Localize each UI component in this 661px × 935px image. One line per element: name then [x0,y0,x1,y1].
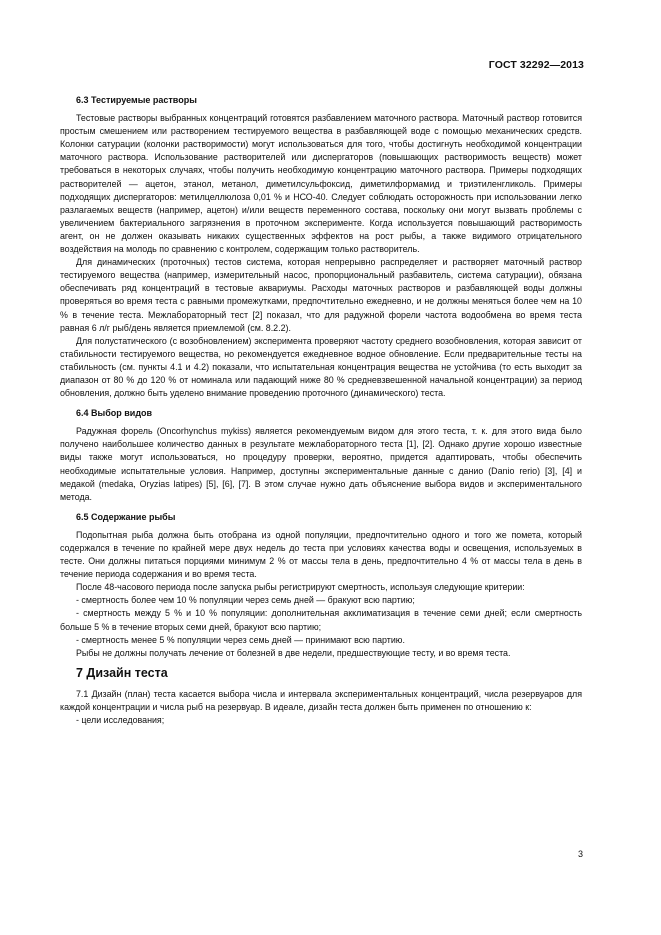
paragraph: Тестовые растворы выбранных концентраций готовятся разбавлением маточного раствора. Маточный раствор готовится простым смешением или растворением тестируемого вещества в разбавляющей воде с помощью механических средств. Колонки сатурации (колонки растворимости) могут использоваться для того, чтобы достигнуть необходимой концентрации маточного раствора. Использование растворителей или диспергаторов (повышающих растворимость веществ) может требоваться в некоторых случаях, чтобы получить необходимую концентрацию маточного раствора. Примеры подходящих растворителей — ацетон, этанол, метанол, диметилсульфоксид, диметилформамид и триэтиленгликоль. Примеры подходящих диспергаторов: метилцеллюлоза 0,01 % и НСО-40. Следует соблюдать осторожность при использовании легко разлагаемых веществ (например, ацетон) и/или веществ переменного состава, поскольку они могут вызвать проблемы с увеличением бактериального загрязнения в проточном эксперименте. Когда используется повышающий растворимость агент, он не должен оказывать никаких существенных эффектов на рост рыбы, а также видимого отрицательного воздействия на молодь по сравнению с контролем, содержащим только растворитель. [60,113,582,255]
standard-code-header: ГОСТ 32292—2013 [488,59,584,71]
paragraph: После 48-часового периода после запуска рыбы регистрируют смертность, используя следующие критерии: [76,582,525,593]
paragraph: Радужная форель (Oncorhynchus mykiss) является рекомендуемым видом для этого теста, т. к. для этого вида было получено наибольшее количество данных в результате межлабораторного теста [1], [2]. Однако другие хорошо известные виды также могут использоваться, но процедуру проверки, вероятно, придется адаптировать, чтобы обеспечить необходимые испытательные условия. Например, доступны экспериментальные данные с данио (Danio rerio) [3], [4] и медакой (medaka, Oryzias latipes) [5], [6], [7]. В этом случае нужно дать объяснение выбора видов и экспериментального метода. [60,426,582,502]
paragraph: 7.1 Дизайн (план) теста касается выбора числа и интервала экспериментальных концентраций, числа резервуаров для каждой концентрации и числа рыб на резервуар. В идеале, дизайн теста должен быть применен по отношению к: [60,688,582,713]
list-item: - цели исследования; [76,715,165,726]
list-item: - смертность менее 5 % популяции через семь дней — принимают всю партию. [76,634,405,645]
section-heading-6-4: 6.4 Выбор видов [76,408,153,419]
page-number: 3 [577,849,583,859]
list-item: - смертность между 5 % и 10 % популяции: дополнительная акклиматизация в течение семи дней; если смертность больше 5 % в течение вторых семи дней, бракуют всю партию; [60,608,582,632]
section-heading-7: 7 Дизайн теста [76,665,168,680]
paragraph: Для динамических (проточных) тестов система, которая непрерывно распределяет и растворяет маточный раствор тестируемого вещества (например, измерительный насос, пропорциональный разбавитель, система сатурации), обязана обеспечивать ряд концентраций в тестовые аквариумы. Расходы маточных растворов и разбавляющей воды должны проверяться во время теста с равными промежутками, предпочтительно ежедневно, и не должны меняться более чем на 10 % в течение теста. Межлабораторный тест [2] показал, что для радужной форели частота водообмена во время теста равная 6 л/г рыб/день является приемлемой (см. 8.2.2). [60,257,582,333]
list-item: - смертность более чем 10 % популяции через семь дней — бракуют всю партию; [76,595,415,606]
section-heading-6-3: 6.3 Тестируемые растворы [76,95,197,105]
paragraph: Рыбы не должны получать лечение от болезней в две недели, предшествующие тесту, и во время теста. [76,647,511,658]
body-text-column [60,94,582,727]
section-heading-6-5: 6.5 Содержание рыбы [76,511,176,522]
paragraph: Для полустатического (с возобновлением) эксперимента проверяют частоту среднего возобновления, которая зависит от стабильности тестируемого вещества, но рекомендуется ежедневное водное обновление. Если предварительные тесты на стабильность (см. пункты 4.1 и 4.2) показали, что испытательная концентрация вещества не устойчива (то есть выходит за диапазон от 80 % до 120 % от номинала или падающий ниже 80 % средневзвешенной начальной концентрации) за период обновления, должно быть уделено внимание проведению проточного (динамического) теста. [60,335,582,399]
paragraph: Подопытная рыба должна быть отобрана из одной популяции, предпочтительно одного и того же помета, который содержался в течение по крайней мере двух недель до теста при условиях качества воды и освещения, используемых в тесте. Они должны питаться порциями минимум 2 % от массы тела в день, предпочтительно 4 % от массы тела в день в течение периода содержания и во время теста. [60,529,582,580]
